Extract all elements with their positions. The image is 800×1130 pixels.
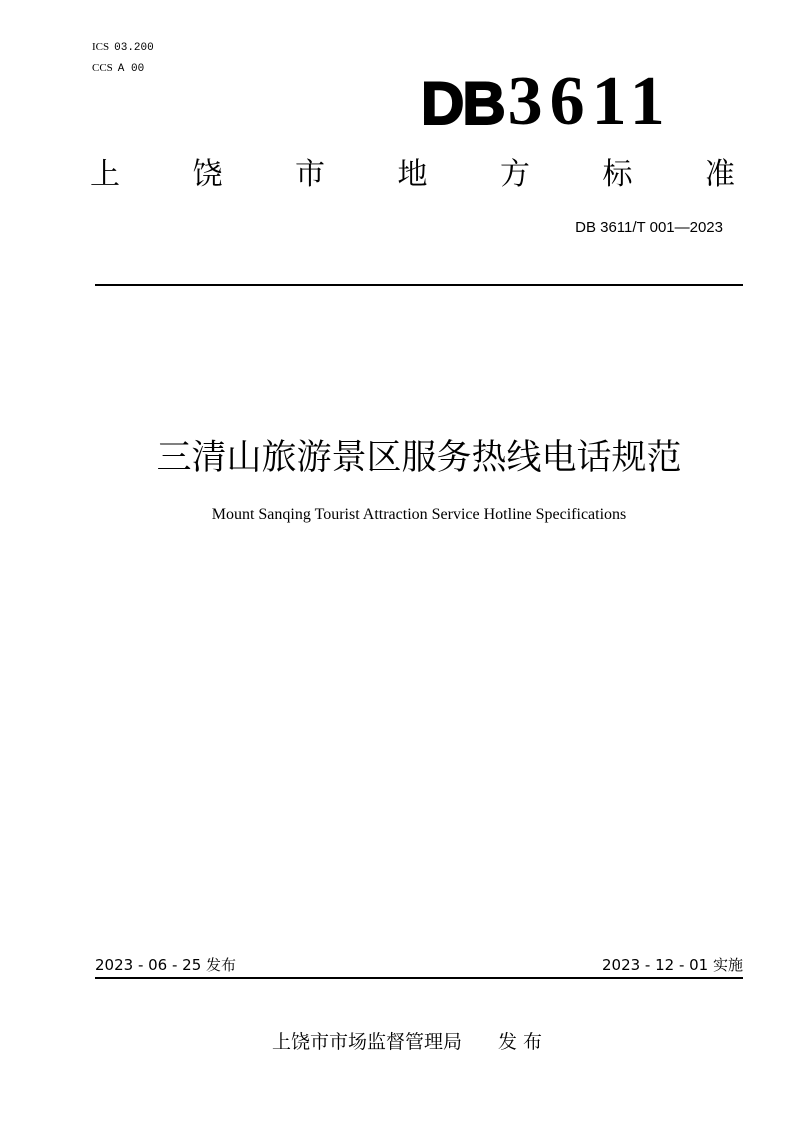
footer-divider	[95, 977, 743, 979]
db-prefix: DB	[421, 70, 504, 137]
ics-code: 03.200	[114, 42, 154, 54]
db-standard-logo	[421, 63, 672, 140]
issue-date: 2023 - 06 - 25 发布	[95, 956, 237, 974]
document-title-chinese: 三清山旅游景区服务热线电话规范	[156, 438, 682, 478]
ics-label: ICS	[92, 41, 110, 53]
ccs-label: CCS	[92, 62, 113, 74]
region-standard-title	[90, 155, 735, 195]
header-divider	[95, 284, 743, 286]
issuing-authority: 上饶市市场监督管理局	[272, 1031, 463, 1053]
region-title-char: 地	[397, 157, 428, 192]
db-region-number: 3611	[507, 63, 672, 140]
publish-label: 发 布	[498, 1031, 543, 1053]
region-title-char: 上	[90, 157, 120, 192]
region-title-char: 饶	[192, 157, 223, 192]
ics-code-line	[92, 40, 154, 55]
region-title-char: 准	[705, 157, 735, 192]
ccs-code: A 00	[117, 63, 145, 75]
ccs-code-line	[92, 61, 144, 76]
region-title-char: 市	[295, 157, 325, 192]
document-title-english: Mount Sanqing Tourist Attraction Service Hotline Specifications	[211, 506, 627, 523]
implementation-date: 2023 - 12 - 01 实施	[601, 956, 743, 974]
standard-number: DB 3611/T 001—2023	[575, 219, 723, 236]
region-title-char: 标	[602, 157, 633, 192]
region-title-char: 方	[500, 157, 530, 192]
